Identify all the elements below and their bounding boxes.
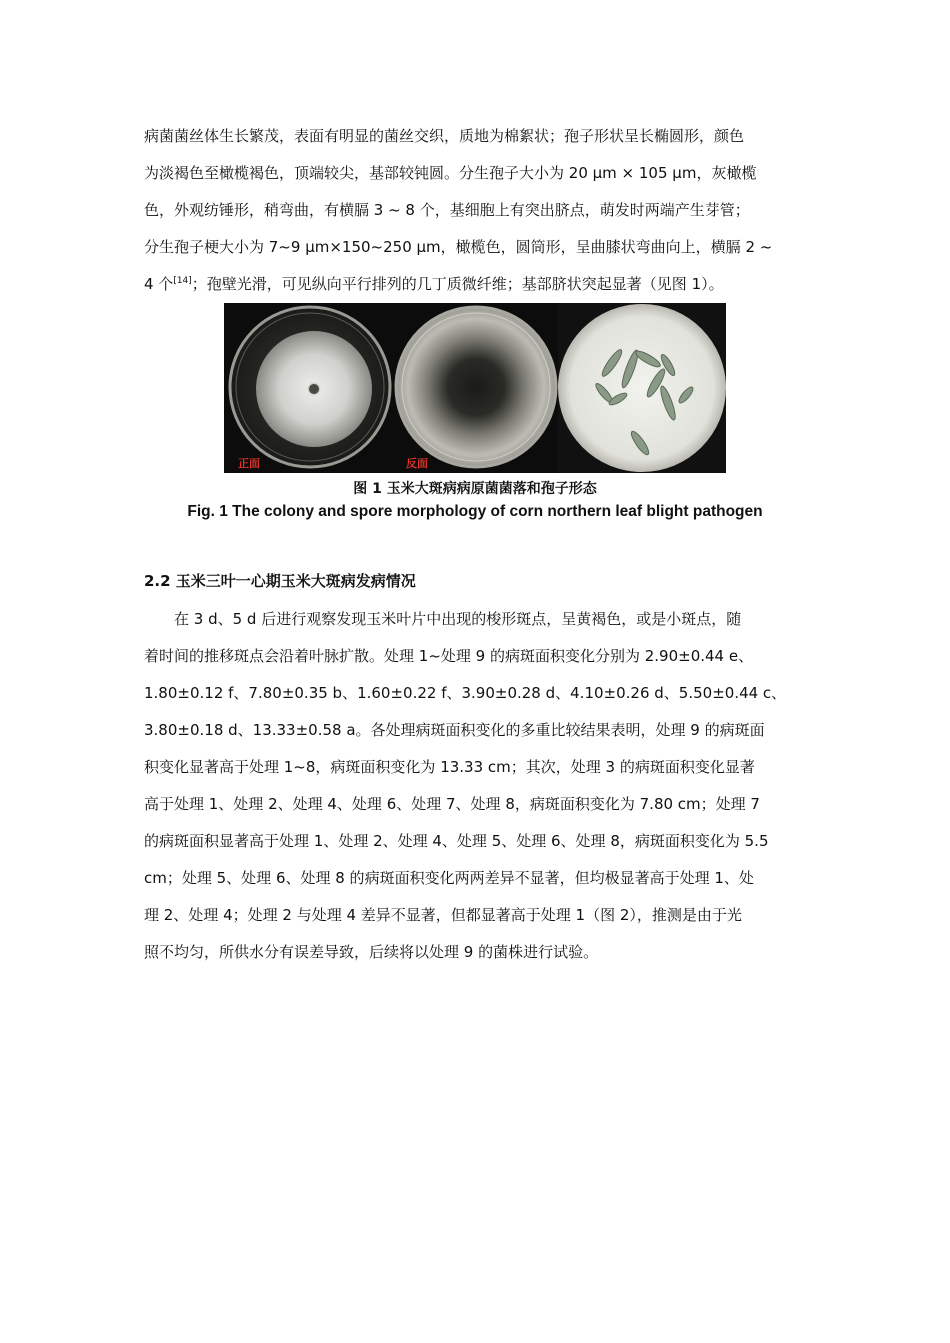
panel-label: 反面 — [406, 457, 428, 470]
figure-caption-en: Fig. 1 The colony and spore morphology of corn northern leaf blight pathogen — [187, 503, 763, 520]
text-fragment: 4 个 — [144, 275, 174, 293]
text-line: 色，外观纺锤形，稍弯曲，有横膈 3 ~ 8 个，基细胞上有突出脐点，萌发时两端产生芽管； — [144, 201, 750, 219]
spore-microscope-photo-icon — [558, 303, 726, 473]
panel-label: 正面 — [238, 457, 260, 470]
section-heading: 2.2 玉米三叶一心期玉米大斑病发病情况 — [144, 572, 416, 590]
text-line: 3.80±0.18 d、13.33±0.58 a。各处理病斑面积变化的多重比较结果表明，处理 9 的病斑面 — [144, 721, 765, 739]
text-line: 理 2、处理 4；处理 2 与处理 4 差异不显著，但都显著高于处理 1（图 2），推测是由于光 — [144, 906, 742, 924]
text-fragment: ；孢壁光滑，可见纵向平行排列的几丁质微纤维；基部脐状突起显著（见图 1）。 — [191, 275, 724, 293]
citation-marker[interactable]: [14] — [173, 276, 192, 286]
text-line: 积变化显著高于处理 1~8，病斑面积变化为 13.33 cm；其次，处理 3 的病斑面积变化显著 — [144, 758, 755, 776]
figure-1 — [224, 303, 726, 473]
body-paragraph-2 — [144, 601, 808, 971]
text-line: 1.80±0.12 f、7.80±0.35 b、1.60±0.22 f、3.90±0.28 d、4.10±0.26 d、5.50±0.44 c、 — [144, 684, 787, 702]
body-paragraph-1 — [144, 118, 808, 303]
text-line: 病菌菌丝体生长繁茂，表面有明显的菌丝交织，质地为棉絮状；孢子形状呈长椭圆形，颜色 — [144, 127, 745, 145]
text-line: 照不均匀，所供水分有误差导致，后续将以处理 9 的菌株进行试验。 — [144, 943, 599, 961]
figure-caption-cn: 图 1 玉米大斑病病原菌菌落和孢子形态 — [353, 481, 597, 497]
text-line: 的病斑面积显著高于处理 1、处理 2、处理 4、处理 5、处理 6、处理 8，病斑面积变化为 5.5 — [144, 832, 769, 850]
petri-dish-front-photo-icon — [224, 303, 392, 473]
text-line: 着时间的推移斑点会沿着叶脉扩散。处理 1~处理 9 的病斑面积变化分别为 2.90±0.44 e、 — [144, 647, 754, 665]
petri-dish-back-photo-icon — [392, 303, 558, 473]
text-line: 分生孢子梗大小为 7~9 μm×150~250 μm，橄榄色，圆筒形，呈曲膝状弯曲向上，横膈 2 ~ — [144, 238, 773, 256]
text-line: 在 3 d、5 d 后进行观察发现玉米叶片中出现的梭形斑点，呈黄褐色，或是小斑点，随 — [144, 610, 742, 628]
text-line: cm；处理 5、处理 6、处理 8 的病斑面积变化两两差异不显著，但均极显著高于处理 1、处 — [144, 869, 754, 887]
text-line: 为淡褐色至橄榄褐色，顶端较尖，基部较钝圆。分生孢子大小为 20 μm × 105 μm，灰橄榄 — [144, 164, 757, 182]
text-line: 高于处理 1、处理 2、处理 4、处理 6、处理 7、处理 8，病斑面积变化为 7.80 cm；处理 7 — [144, 795, 760, 813]
text-line — [144, 266, 808, 303]
